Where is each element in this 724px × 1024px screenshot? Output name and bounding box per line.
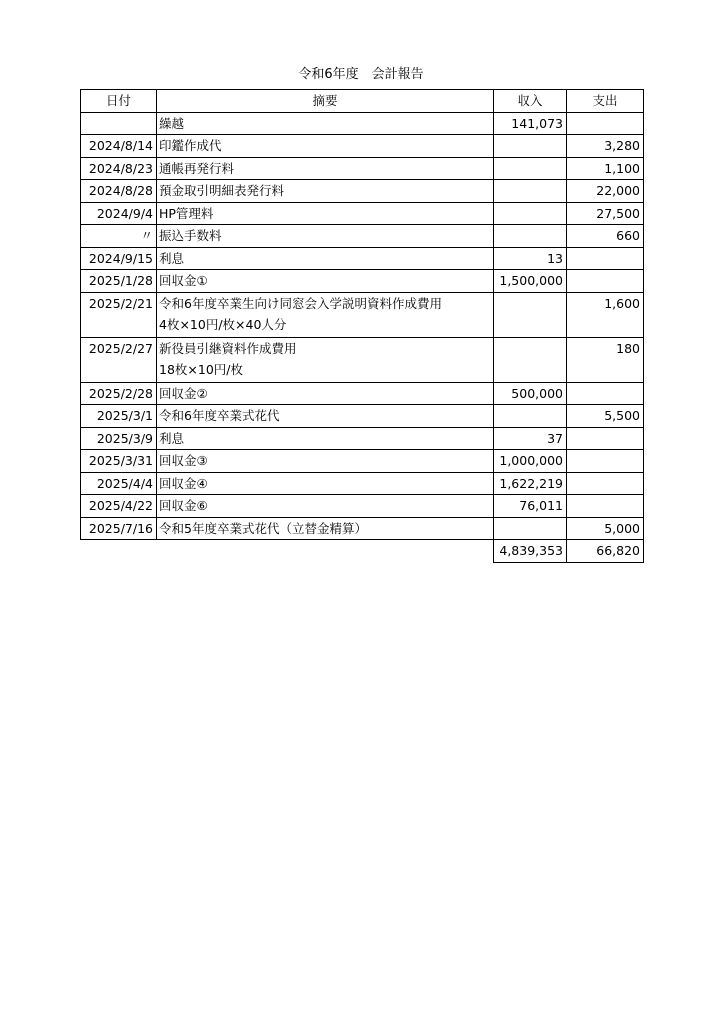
total-blank xyxy=(81,540,157,563)
description-line: 通帳再発行料 xyxy=(159,160,235,176)
row-expense xyxy=(567,247,644,270)
row-description xyxy=(157,270,494,293)
row-description xyxy=(157,405,494,428)
row-expense xyxy=(567,495,644,518)
row-date: 2025/4/22 xyxy=(81,495,157,518)
description-line: 振込手数料 xyxy=(159,228,222,243)
row-description xyxy=(157,427,494,450)
row-description xyxy=(157,517,494,540)
table-row xyxy=(81,247,644,270)
row-expense: 180 xyxy=(567,337,644,382)
total-row xyxy=(81,540,644,563)
row-expense: 22,000 xyxy=(567,180,644,203)
page-title: 令和6年度 会計報告 xyxy=(298,67,424,82)
row-date: 2025/2/21 xyxy=(81,292,157,337)
row-expense xyxy=(567,270,644,293)
ledger-table xyxy=(80,89,644,563)
table-row xyxy=(81,495,644,518)
row-income: 76,011 xyxy=(494,495,567,518)
row-description xyxy=(157,180,494,203)
row-income xyxy=(494,135,567,158)
row-description xyxy=(157,225,494,248)
row-income: 141,073 xyxy=(494,112,567,135)
row-description xyxy=(157,247,494,270)
total-blank xyxy=(157,540,494,563)
description-line: 預金取引明細表発行料 xyxy=(159,183,285,198)
table-row xyxy=(81,225,644,248)
table-row xyxy=(81,405,644,428)
row-description xyxy=(157,202,494,225)
row-expense xyxy=(567,472,644,495)
row-date: 2025/3/9 xyxy=(81,427,157,450)
description-line: 印鑑作成代 xyxy=(159,138,222,153)
total-expense: 66,820 xyxy=(567,540,644,563)
row-date: 2025/3/1 xyxy=(81,405,157,428)
row-income xyxy=(494,157,567,180)
description-line: 回収金④ xyxy=(159,475,208,491)
row-expense xyxy=(567,112,644,135)
table-row xyxy=(81,337,644,382)
row-income: 37 xyxy=(494,427,567,450)
description-line: 新役員引継資料作成費用 xyxy=(159,340,297,356)
row-description xyxy=(157,157,494,180)
row-expense: 1,600 xyxy=(567,292,644,337)
row-income xyxy=(494,405,567,428)
row-date: 2024/8/14 xyxy=(81,135,157,158)
row-income xyxy=(494,517,567,540)
row-expense xyxy=(567,382,644,405)
row-date: 2025/4/4 xyxy=(81,472,157,495)
row-date: 2024/9/15 xyxy=(81,247,157,270)
description-line: 利息 xyxy=(159,250,185,266)
header-row xyxy=(81,90,644,113)
row-description xyxy=(157,382,494,405)
table-row xyxy=(81,202,644,225)
row-expense: 1,100 xyxy=(567,157,644,180)
row-income: 500,000 xyxy=(494,382,567,405)
table-row xyxy=(81,450,644,473)
table-row xyxy=(81,270,644,293)
description-line: 回収金② xyxy=(159,385,208,401)
header-income: 収入 xyxy=(494,90,567,113)
row-expense: 3,280 xyxy=(567,135,644,158)
row-description xyxy=(157,495,494,518)
row-income xyxy=(494,202,567,225)
row-date: 2024/8/23 xyxy=(81,157,157,180)
table-row xyxy=(81,472,644,495)
row-expense: 27,500 xyxy=(567,202,644,225)
row-expense xyxy=(567,450,644,473)
row-date: 〃 xyxy=(81,225,157,248)
row-description xyxy=(157,292,494,337)
description-line: 利息 xyxy=(159,430,185,446)
row-description xyxy=(157,337,494,382)
row-date: 2025/7/16 xyxy=(81,517,157,540)
table-row xyxy=(81,180,644,203)
table-row xyxy=(81,382,644,405)
description-line: 令和6年度卒業式花代 xyxy=(159,408,280,423)
description-line: 回収金① xyxy=(159,273,208,288)
header-date: 日付 xyxy=(81,90,157,113)
total-income: 4,839,353 xyxy=(494,540,567,563)
row-date: 2025/1/28 xyxy=(81,270,157,293)
description-line: 回収金⑥ xyxy=(159,498,208,513)
table-row xyxy=(81,292,644,337)
description-line: HP管理料 xyxy=(159,205,214,221)
row-description xyxy=(157,472,494,495)
row-date: 2024/8/28 xyxy=(81,180,157,203)
row-expense: 5,000 xyxy=(567,517,644,540)
description-line: 回収金③ xyxy=(159,453,208,468)
ledger-body xyxy=(81,112,644,540)
table-row xyxy=(81,157,644,180)
description-line: 令和6年度卒業生向け同窓会入学説明資料作成費用 xyxy=(159,295,442,311)
row-date: 2025/3/31 xyxy=(81,450,157,473)
row-expense: 660 xyxy=(567,225,644,248)
header-expense: 支出 xyxy=(567,90,644,113)
row-date: 2024/9/4 xyxy=(81,202,157,225)
row-income: 13 xyxy=(494,247,567,270)
row-income: 1,000,000 xyxy=(494,450,567,473)
row-expense xyxy=(567,427,644,450)
table-row xyxy=(81,517,644,540)
description-line: 令和5年度卒業式花代（立替金精算） xyxy=(159,520,367,536)
description-line: 繰越 xyxy=(159,115,185,131)
row-description xyxy=(157,112,494,135)
row-date: 2025/2/28 xyxy=(81,382,157,405)
header-description: 摘要 xyxy=(157,90,494,113)
table-row xyxy=(81,135,644,158)
row-description xyxy=(157,450,494,473)
table-row xyxy=(81,112,644,135)
row-income xyxy=(494,292,567,337)
row-income: 1,622,219 xyxy=(494,472,567,495)
row-income xyxy=(494,337,567,382)
row-date: 2025/2/27 xyxy=(81,337,157,382)
row-income xyxy=(494,180,567,203)
row-date xyxy=(81,112,157,135)
row-description xyxy=(157,135,494,158)
row-income: 1,500,000 xyxy=(494,270,567,293)
row-income xyxy=(494,225,567,248)
row-expense: 5,500 xyxy=(567,405,644,428)
description-line: 4枚×10円/枚×40人分 xyxy=(159,317,287,332)
description-line: 18枚×10円/枚 xyxy=(159,362,243,377)
table-row xyxy=(81,427,644,450)
